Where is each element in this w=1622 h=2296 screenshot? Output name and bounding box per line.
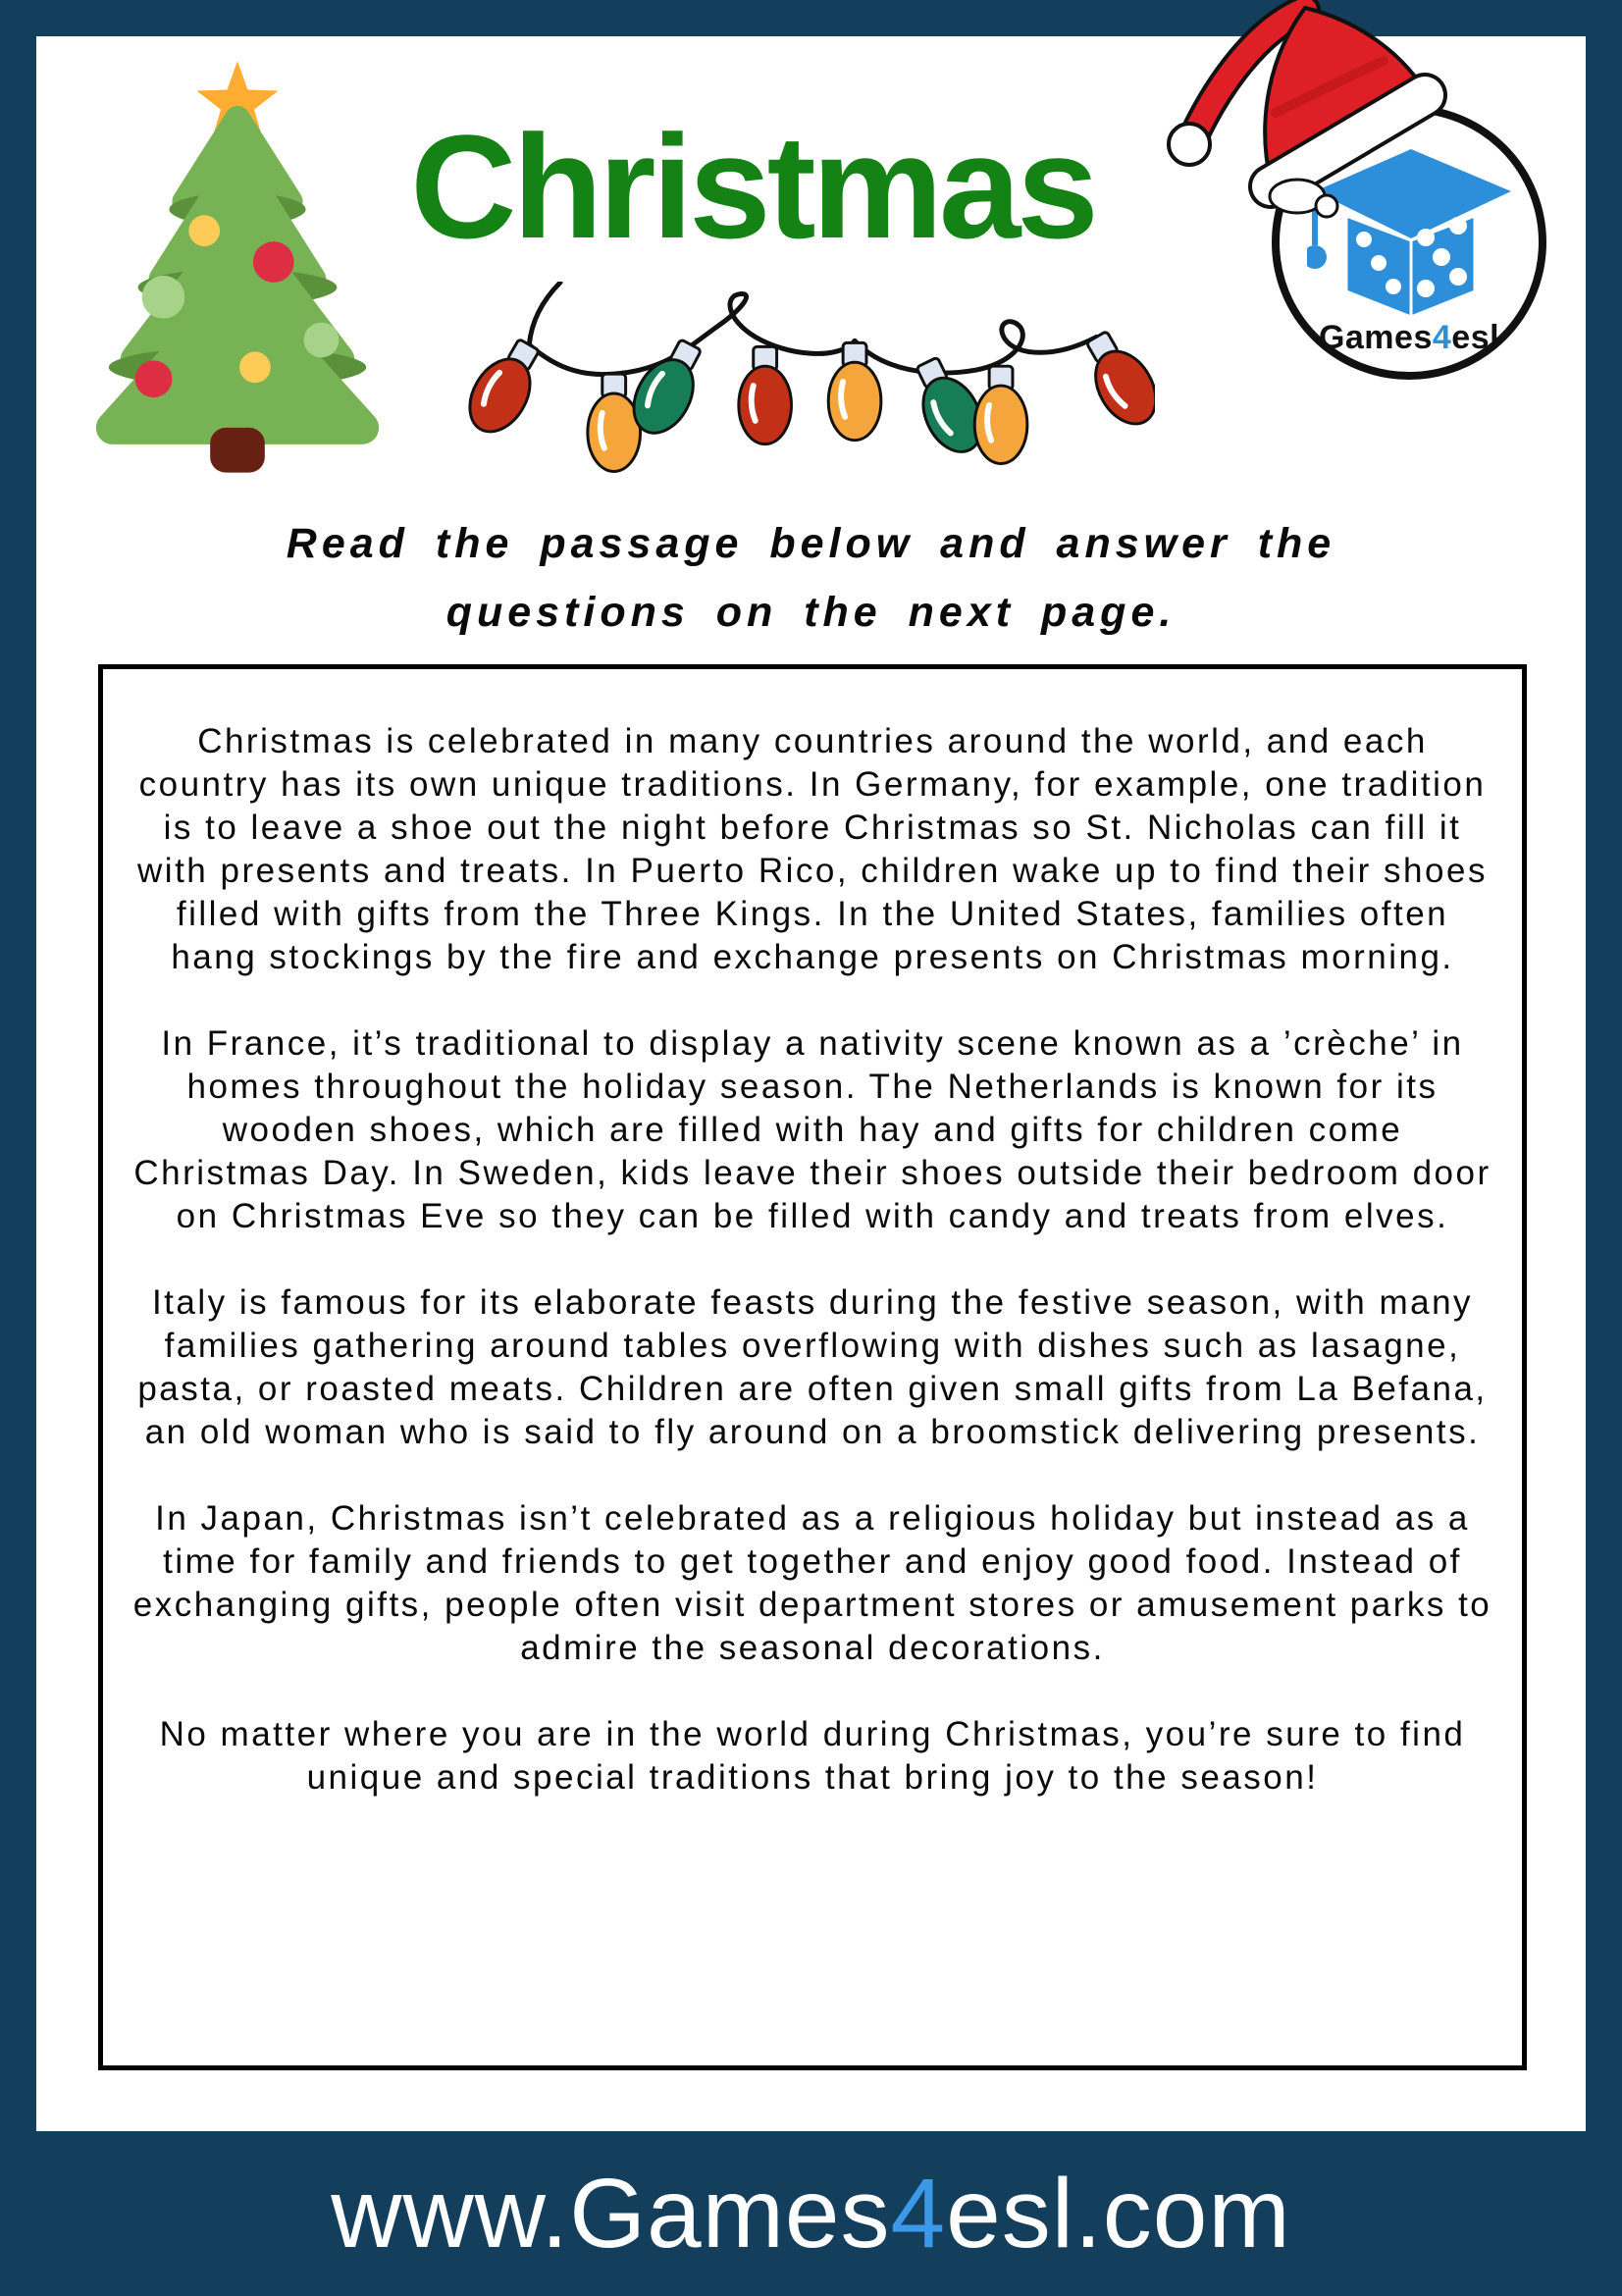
logo-brand-number: 4 <box>1432 319 1452 356</box>
footer-url-number: 4 <box>890 2158 947 2269</box>
content-area <box>36 36 1586 2131</box>
passage-paragraph-1: Christmas is celebrated in many countries around the world, and each country has its own unique traditions. In Germany, for example, one tradition is to leave a shoe out the night before Christmas so St. Nicholas can fill it with presents and treats. In Puerto Rico, children wake up to find their shoes filled with gifts from the Three Kings. In the United States, families often hang stockings by the fire and exchange presents on Christmas morning. <box>137 722 1488 976</box>
string-lights-icon <box>424 282 1155 507</box>
footer-url <box>331 2158 1290 2270</box>
christmas-tree-icon <box>81 44 393 476</box>
page-title: Christmas <box>410 104 1095 269</box>
logo-brand-prefix: Games <box>1318 319 1433 356</box>
footer <box>0 2131 1622 2296</box>
logo-brand-suffix: esl <box>1451 319 1500 356</box>
footer-url-prefix: www.Games <box>331 2158 891 2269</box>
logo-brand-text <box>1272 319 1546 357</box>
passage-paragraph-2: In France, it’s traditional to display a nativity scene known as a ’crèche’ in homes throughout the holiday season. The Netherlands is known for its wooden shoes, which are filled with hay and gifts for children come Christmas Day. In Sweden, kids leave their shoes outside their bedroom door on Christmas Eve so they can be filled with candy and treats from elves. <box>133 1024 1491 1235</box>
instruction-line1: Read the passage below and answer the <box>286 520 1336 567</box>
instruction-line2: questions on the next page. <box>445 589 1177 636</box>
passage-paragraph-3: Italy is famous for its elaborate feasts during the festive season, with many families gathering around tables overflowing with dishes such as lasagne, pasta, or roasted meats. Children are often given small gifts from La Befana, an old woman who is said to fly around on a broomstick delivering presents. <box>137 1283 1488 1451</box>
santa-hat-icon <box>1158 0 1452 226</box>
passage-paragraph-5: No matter where you are in the world during Christmas, you’re sure to find unique and special traditions that bring joy to the season! <box>159 1715 1466 1797</box>
passage-paragraph-4: In Japan, Christmas isn’t celebrated as a religious holiday but instead as a time for family and friends to get together and enjoy good food. Instead of exchanging gifts, people often visit department stores or amusement parks to admire the seasonal decorations. <box>132 1499 1492 1667</box>
footer-url-suffix: esl.com <box>946 2158 1291 2269</box>
instruction-text <box>36 509 1586 647</box>
passage-box <box>98 664 1527 2070</box>
